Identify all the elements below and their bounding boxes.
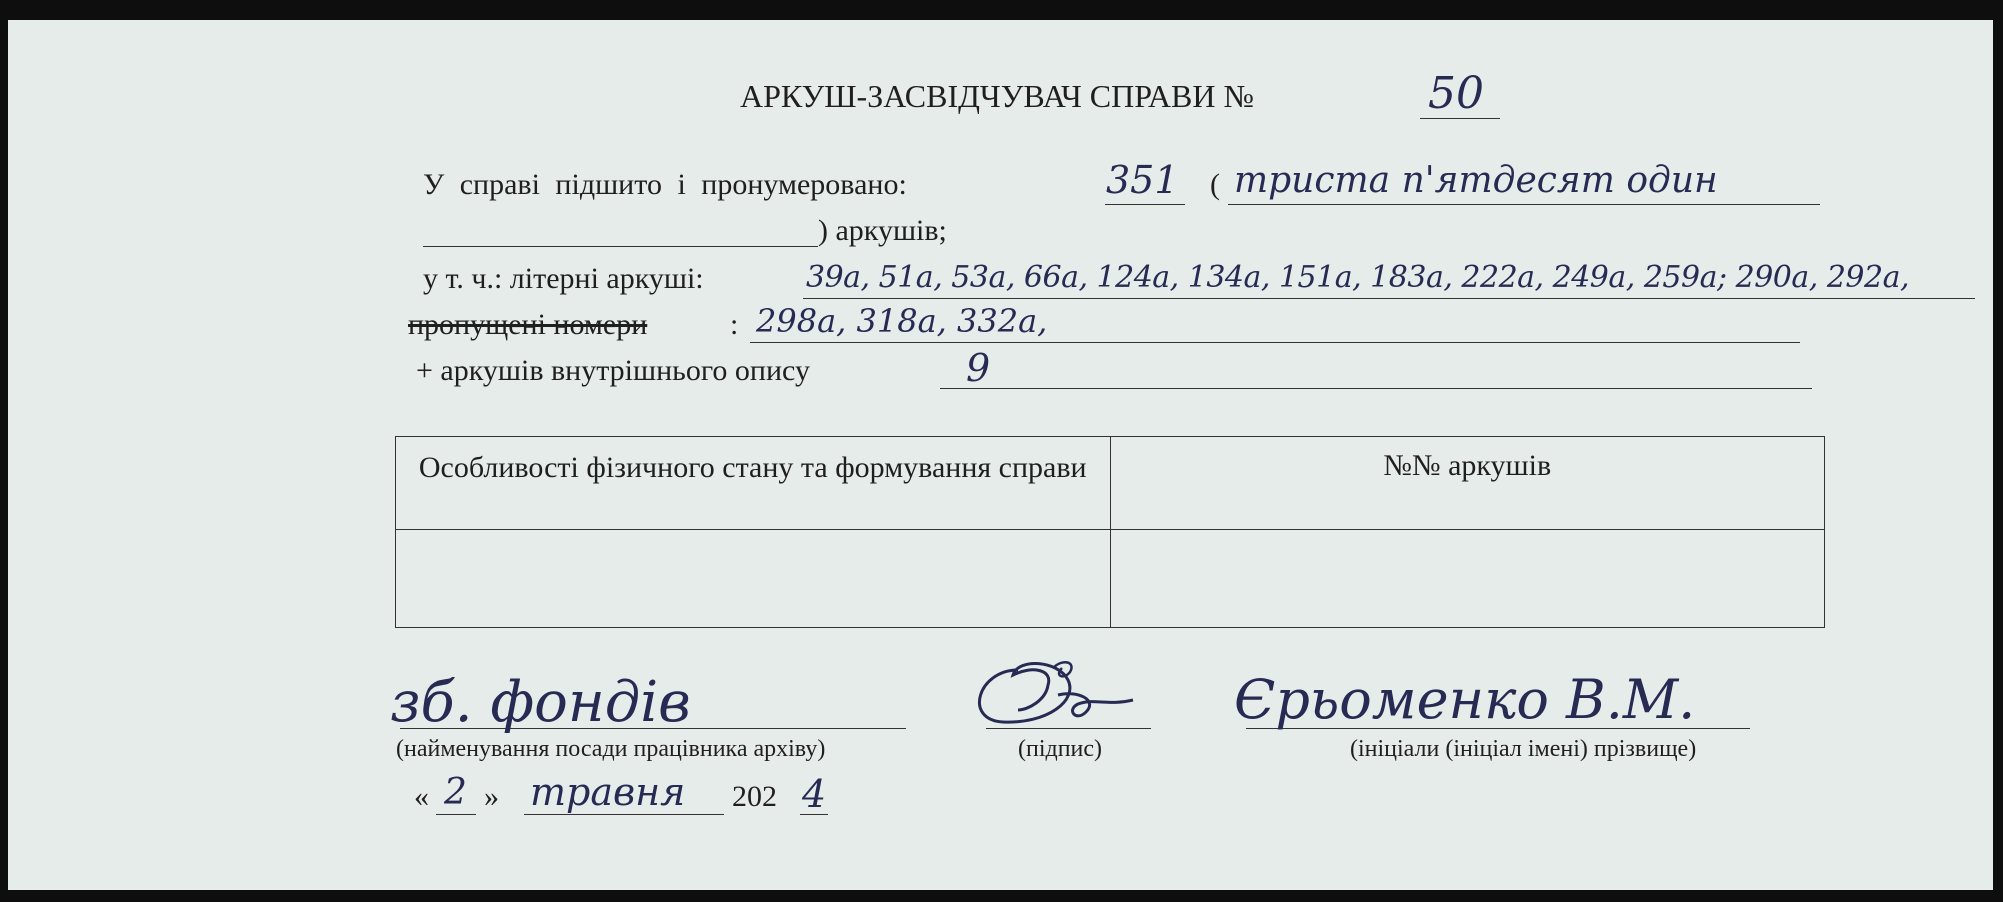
continuation-line [423, 246, 818, 247]
missing-numbers-line [750, 342, 1800, 343]
condition-cell [396, 530, 1111, 628]
name-caption: (ініціали (ініціал імені) прізвище) [1350, 736, 1697, 762]
table-row [396, 530, 1825, 628]
letter-sheets-label: у т. ч.: літерні аркуші: [423, 262, 704, 295]
condition-table [395, 436, 1825, 628]
open-paren: ( [1210, 168, 1220, 201]
name-value: Єрьоменко В.М. [1234, 668, 1696, 731]
sheets-close: ) аркушів; [818, 214, 947, 247]
date-year-prefix: 202 [732, 780, 777, 813]
letter-sheets-value: 39а, 51а, 53а, 66а, 124а, 134а, 151а, 183а, 222а, 249а, 259а; 290а, 292а, [806, 260, 1910, 295]
condition-header: Особливості фізичного стану та формування справи [396, 437, 1111, 530]
date-month: травня [530, 770, 686, 814]
sheet-numbers-header: №№ аркушів [1110, 437, 1825, 530]
date-day: 2 [444, 772, 467, 813]
stitched-label: У справі підшито і пронумеровано: [423, 168, 907, 201]
letter-sheets-line [803, 298, 1975, 299]
case-number: 50 [1428, 68, 1484, 119]
month-line [524, 814, 724, 815]
date-close-quote: » [484, 780, 499, 813]
signature-caption: (підпис) [1018, 736, 1103, 762]
missing-numbers-colon: : [730, 308, 739, 341]
inventory-line [940, 388, 1812, 389]
signature-mark [958, 640, 1158, 740]
missing-numbers-label: пропущені номери [408, 308, 648, 341]
table-header-row [396, 437, 1825, 530]
page-title: АРКУШ-ЗАСВІДЧУВАЧ СПРАВИ № [740, 78, 1254, 114]
missing-numbers-value: 298а, 318а, 332а, [756, 302, 1048, 340]
position-caption: (найменування посади працівника архіву) [396, 736, 826, 762]
count-line [1105, 204, 1185, 205]
sheet-count-words: триста п'ятдесят один [1234, 160, 1718, 201]
date-open-quote: « [414, 780, 429, 813]
position-value: зб. фондів [390, 670, 691, 735]
sheet-numbers-cell [1110, 530, 1825, 628]
sheet-count: 351 [1106, 158, 1179, 202]
inventory-value: 9 [966, 346, 991, 390]
day-line [436, 814, 476, 815]
inventory-label: + аркушів внутрішнього опису [416, 354, 810, 387]
document-sheet [8, 20, 1993, 890]
date-year-suffix: 4 [802, 772, 827, 816]
count-words-line [1228, 204, 1820, 205]
